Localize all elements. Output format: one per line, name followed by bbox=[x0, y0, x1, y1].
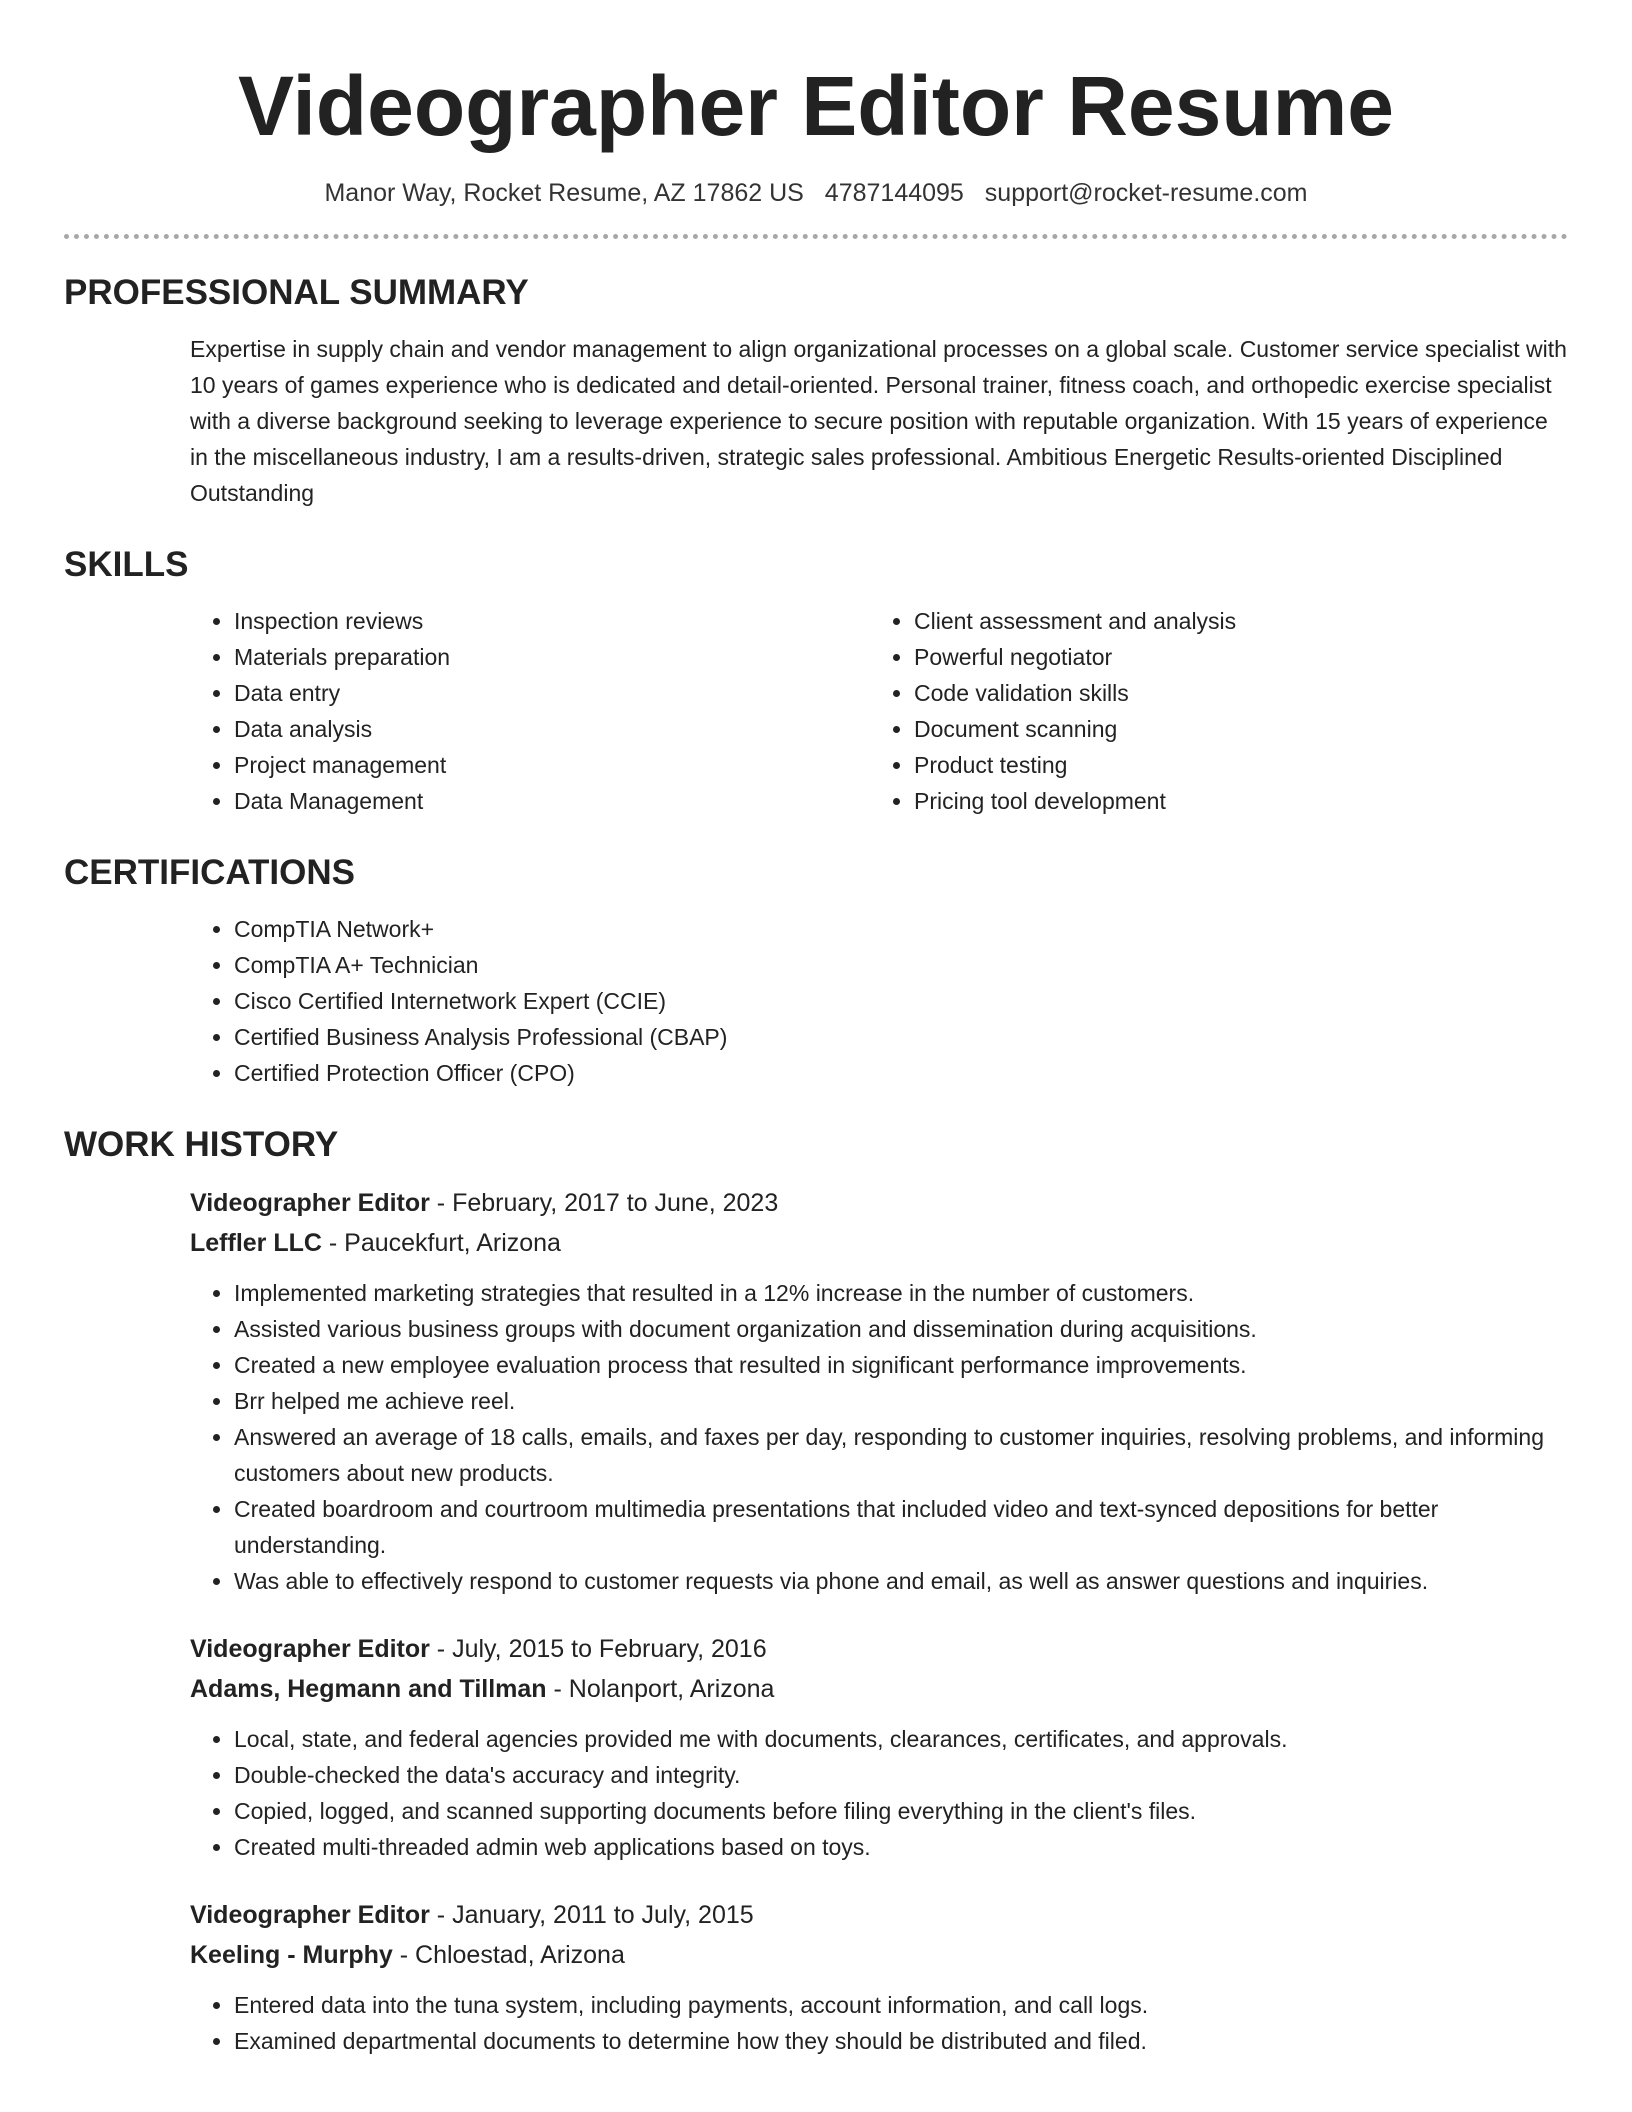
skills-heading: SKILLS bbox=[64, 544, 189, 584]
skill-item: • Data entry bbox=[234, 675, 870, 711]
job-bullet: • Created a new employee evaluation process that resulted in significant performance improvements. bbox=[234, 1347, 1568, 1383]
job-role-line bbox=[190, 1629, 1568, 1669]
job-role-line bbox=[190, 1183, 1568, 1223]
job-company: Keeling - Murphy bbox=[190, 1940, 393, 1969]
job-bullet: • Double-checked the data's accuracy and integrity. bbox=[234, 1757, 1568, 1793]
work-history-section bbox=[64, 1125, 1568, 2059]
certifications-section bbox=[64, 853, 1568, 1091]
job-bullets bbox=[190, 1987, 1568, 2059]
job-dates: - July, 2015 to February, 2016 bbox=[429, 1634, 767, 1663]
job-role: Videographer Editor bbox=[190, 1188, 430, 1217]
skills-list-left bbox=[190, 603, 870, 819]
job-entry bbox=[190, 1629, 1568, 1865]
job-bullet: • Brr helped me achieve reel. bbox=[234, 1383, 1568, 1419]
skill-item: • Project management bbox=[234, 747, 870, 783]
summary-text: Expertise in supply chain and vendor management to align organizational processes on a global scale. Customer service specialist with 10 years of games experience who is dedicated and detail-oriented. Personal trainer, fitness coach, and orthopedic exercise specialist with a diverse background seeking to leverage experience to secure position with reputable organization. With 15 years of experience in the miscellaneous industry, I am a results-driven, strategic sales professional. Ambitious Energetic Results-oriented Disciplined Outstanding bbox=[190, 335, 1567, 506]
skill-item: • Client assessment and analysis bbox=[914, 603, 1550, 639]
job-bullet: • Local, state, and federal agencies provided me with documents, clearances, certificates, and approvals. bbox=[234, 1721, 1568, 1757]
job-entry bbox=[190, 1895, 1568, 2059]
contact-line bbox=[64, 179, 1568, 208]
job-bullet: • Created boardroom and courtroom multimedia presentations that included video and text-synced depositions for better understanding. bbox=[234, 1491, 1568, 1563]
contact-address: Manor Way, Rocket Resume, AZ 17862 US bbox=[324, 178, 804, 207]
contact-phone: 4787144095 bbox=[824, 178, 964, 207]
job-bullet: • Entered data into the tuna system, including payments, account information, and call logs. bbox=[234, 1987, 1568, 2023]
job-location: - Chloestad, Arizona bbox=[392, 1940, 625, 1969]
job-bullets bbox=[190, 1275, 1568, 1599]
skill-item: • Document scanning bbox=[914, 711, 1550, 747]
certification-item: • CompTIA A+ Technician bbox=[234, 947, 1568, 983]
certification-item: • Cisco Certified Internetwork Expert (CCIE) bbox=[234, 983, 1568, 1019]
job-bullet: • Copied, logged, and scanned supporting documents before filing everything in the client's files. bbox=[234, 1793, 1568, 1829]
job-bullet: • Assisted various business groups with document organization and dissemination during acquisitions. bbox=[234, 1311, 1568, 1347]
job-role-line bbox=[190, 1895, 1568, 1935]
job-bullet: • Examined departmental documents to determine how they should be distributed and filed. bbox=[234, 2023, 1568, 2059]
job-bullet: • Was able to effectively respond to customer requests via phone and email, as well as answer questions and inquiries. bbox=[234, 1563, 1568, 1599]
skill-item: • Data analysis bbox=[234, 711, 870, 747]
summary-section bbox=[64, 273, 1568, 511]
skill-item: • Materials preparation bbox=[234, 639, 870, 675]
job-company-line bbox=[190, 1223, 1568, 1263]
job-company: Leffler LLC bbox=[190, 1228, 322, 1257]
resume-title: Videographer Editor Resume bbox=[237, 59, 1395, 153]
certification-item: • Certified Protection Officer (CPO) bbox=[234, 1055, 1568, 1091]
job-dates: - February, 2017 to June, 2023 bbox=[429, 1188, 779, 1217]
summary-heading: PROFESSIONAL SUMMARY bbox=[64, 272, 529, 312]
job-dates: - January, 2011 to July, 2015 bbox=[429, 1900, 754, 1929]
contact-email: support@rocket-resume.com bbox=[984, 178, 1308, 207]
job-role: Videographer Editor bbox=[190, 1634, 430, 1663]
certifications-list bbox=[190, 911, 1568, 1091]
skill-item: • Pricing tool development bbox=[914, 783, 1550, 819]
skill-item: • Powerful negotiator bbox=[914, 639, 1550, 675]
job-company: Adams, Hegmann and Tillman bbox=[190, 1674, 547, 1703]
skill-item: • Code validation skills bbox=[914, 675, 1550, 711]
job-company-line bbox=[190, 1669, 1568, 1709]
job-role: Videographer Editor bbox=[190, 1900, 430, 1929]
job-bullet: • Implemented marketing strategies that resulted in a 12% increase in the number of customers. bbox=[234, 1275, 1568, 1311]
certification-item: • Certified Business Analysis Professional (CBAP) bbox=[234, 1019, 1568, 1055]
job-location: - Paucekfurt, Arizona bbox=[321, 1228, 561, 1257]
skills-section bbox=[64, 545, 1568, 819]
work-history-heading: WORK HISTORY bbox=[64, 1124, 339, 1164]
skills-list-right bbox=[870, 603, 1550, 819]
certifications-heading: CERTIFICATIONS bbox=[64, 852, 356, 892]
job-entry bbox=[190, 1183, 1568, 1599]
job-bullet: • Answered an average of 18 calls, emails, and faxes per day, responding to customer inquiries, resolving problems, and informing customers about new products. bbox=[234, 1419, 1568, 1491]
skill-item: • Inspection reviews bbox=[234, 603, 870, 639]
skill-item: • Product testing bbox=[914, 747, 1550, 783]
job-bullet: • Created multi-threaded admin web applications based on toys. bbox=[234, 1829, 1568, 1865]
header-divider bbox=[64, 234, 1568, 239]
job-location: - Nolanport, Arizona bbox=[546, 1674, 775, 1703]
skill-item: • Data Management bbox=[234, 783, 870, 819]
resume-header bbox=[64, 0, 1568, 208]
job-bullets bbox=[190, 1721, 1568, 1865]
certification-item: • CompTIA Network+ bbox=[234, 911, 1568, 947]
job-company-line bbox=[190, 1935, 1568, 1975]
